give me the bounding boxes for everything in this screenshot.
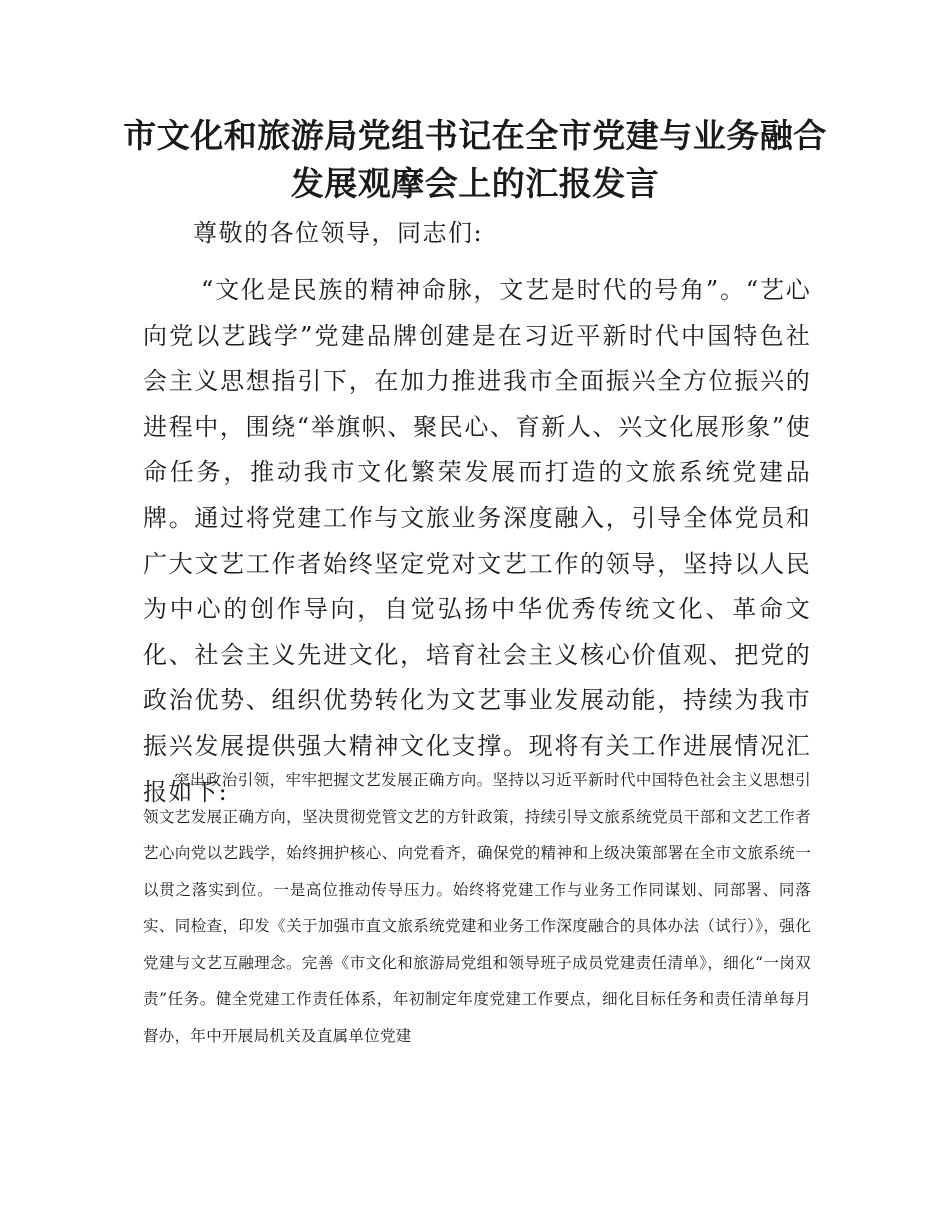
body-paragraph: 突出政治引领，牢牢把握文艺发展正确方向。坚持以习近平新时代中国特色社会主义思想引领文艺发展正确方向，坚决贯彻党管文艺的方针政策，持续引导文旅系统党员干部和文艺工作者艺心向党以艺践学，始终拥护核心、向党看齐，确保党的精神和上级决策部署在全市文旅系统一以贯之落实到位。一是高位推动传导压力。始终将党建工作与业务工作同谋划、同部署、同落实、同检查，印发《关于加强市直文旅系统党建和业务工作深度融合的具体办法（试行）》，强化党建与文艺互融理念。完善《市文化和旅游局党组和领导班子成员党建责任清单》，细化“一岗双责”任务。健全党建工作责任体系，年初制定年度党建工作要点，细化目标任务和责任清单每月督办，年中开展局机关及直属单位党建: [143, 771, 811, 1045]
document-title: 市文化和旅游局党组书记在全市党建与业务融合发展观摩会上的汇报发言: [123, 116, 827, 203]
salutation: 尊敬的各位领导，同志们:: [193, 219, 484, 247]
intro-paragraph: “文化是民族的精神命脉，文艺是时代的号角”。“艺心向党以艺践学”党建品牌创建是在习近平新时代中国特色社会主义思想指引下，在加力推进我市全面振兴全方位振兴的进程中，围绕“举旗帜、聚民心、育新人、兴文化展形象”使命任务，推动我市文化繁荣发展而打造的文旅系统党建品牌。通过将党建工作与文旅业务深度融入，引导全体党员和广大文艺工作者始终坚定党对文艺工作的领导，坚持以人民为中心的创作导向，自觉弘扬中华优秀传统文化、革命文化、社会主义先进文化，培育社会主义核心价值观、把党的政治优势、组织优势转化为文艺事业发展动能，持续为我市振兴发展提供强大精神文化支撑。现将有关工作进展情况汇报如下:: [143, 276, 811, 806]
